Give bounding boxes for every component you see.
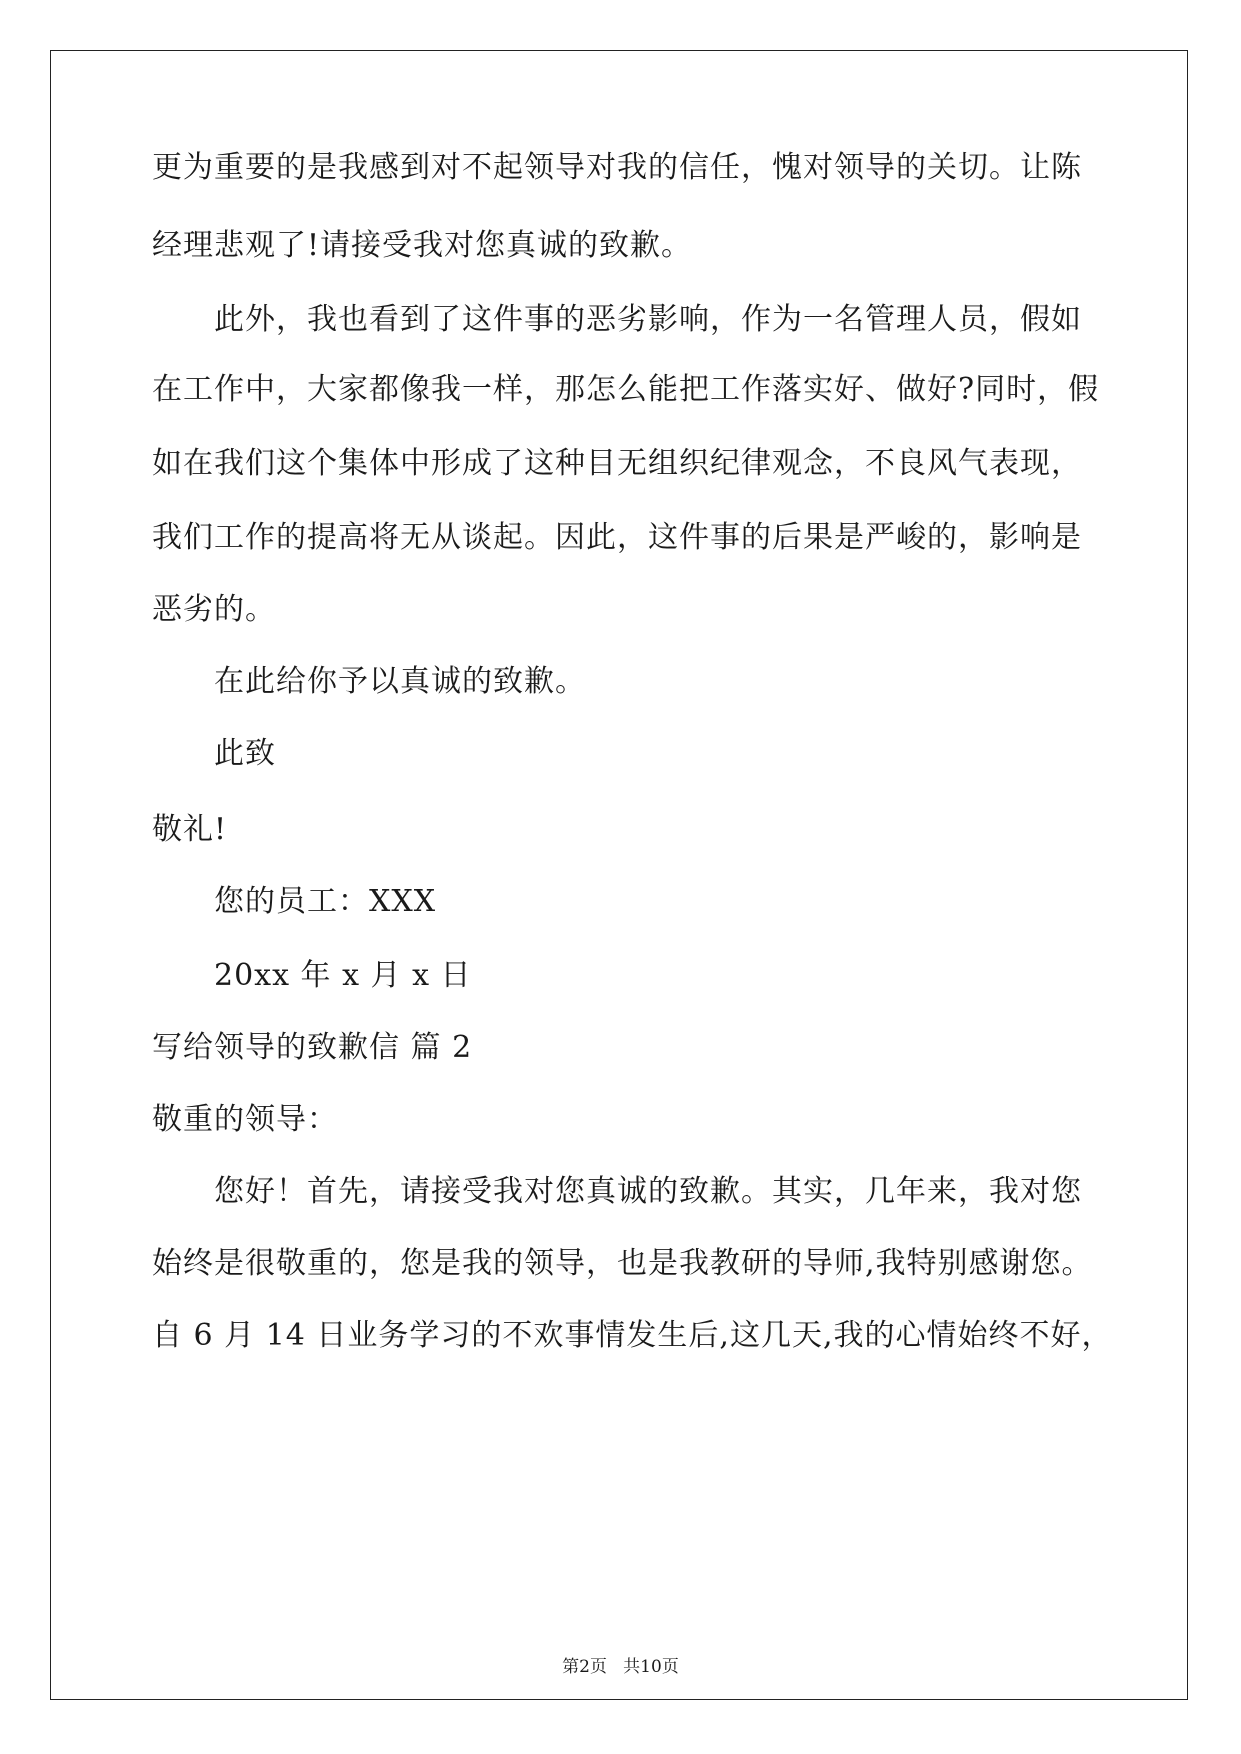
paragraph-line: 在工作中，大家都像我一样，那怎么能把工作落实好、做好?同时，假: [152, 372, 1100, 407]
date: 20xx 年 x 月 x 日: [214, 958, 472, 993]
paragraph-line: 始终是很敬重的，您是我的领导，也是我教研的导师,我特别感谢您。: [152, 1246, 1093, 1281]
section-title: 写给领导的致歉信 篇 2: [152, 1030, 473, 1065]
paragraph-line: 更为重要的是我感到对不起领导对我的信任，愧对领导的关切。让陈: [152, 150, 1082, 185]
paragraph-line: 您好！首先，请接受我对您真诚的致歉。其实，几年来，我对您: [214, 1174, 1082, 1209]
paragraph-line: 经理悲观了!请接受我对您真诚的致歉。: [152, 228, 693, 263]
signature: 您的员工：XXX: [214, 884, 437, 919]
closing-salutation: 此致: [214, 736, 276, 771]
paragraph-line: 此外，我也看到了这件事的恶劣影响，作为一名管理人员，假如: [214, 302, 1082, 337]
paragraph-line: 在此给你予以真诚的致歉。: [214, 664, 586, 699]
paragraph-line: 恶劣的。: [152, 592, 276, 627]
page-border: [50, 50, 1188, 1700]
page-footer: 第2页 共10页: [562, 1657, 679, 1677]
paragraph-line: 如在我们这个集体中形成了这种目无组织纪律观念，不良风气表现，: [152, 446, 1082, 481]
greeting: 敬重的领导：: [152, 1102, 338, 1137]
closing-regards: 敬礼!: [152, 812, 228, 847]
paragraph-line: 我们工作的提高将无从谈起。因此，这件事的后果是严峻的，影响是: [152, 520, 1082, 555]
paragraph-line: 自 6 月 14 日业务学习的不欢事情发生后,这几天,我的心情始终不好，: [152, 1318, 1113, 1353]
